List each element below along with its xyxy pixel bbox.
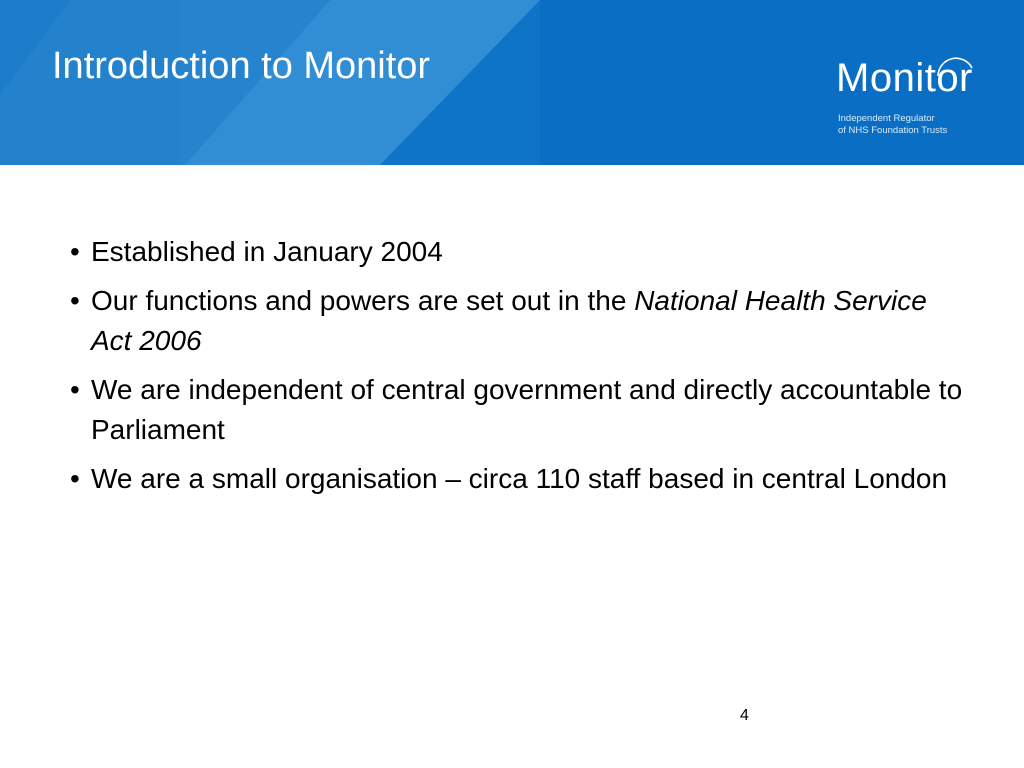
logo-brand: Monitor [836, 56, 973, 100]
logo-tagline [838, 113, 947, 137]
bullet-dot: • [70, 285, 80, 316]
bullet-list [70, 232, 970, 508]
bullet-dot: • [70, 236, 80, 267]
bullet-dot: • [70, 463, 80, 494]
bullet-text: We are independent of central government and directly accountable to Parliament [91, 374, 963, 445]
bullet-item [70, 370, 970, 450]
bullet-item [70, 232, 970, 272]
bullet-item [70, 281, 970, 361]
bullet-text: We are a small organisation – circa 110 staff based in central London [91, 463, 948, 494]
bullet-item [70, 459, 970, 499]
bullet-text: Established in January 2004 [91, 236, 443, 267]
monitor-logo [836, 38, 996, 148]
tagline-line-2: of NHS Foundation Trusts [838, 125, 948, 136]
page-number: 4 [740, 707, 749, 724]
act-title: National Health Service Act 2006 [91, 285, 927, 356]
bullet-text: Our functions and powers are set out in the [91, 285, 635, 316]
slide-header [0, 0, 1024, 165]
slide-title: Introduction to Monitor [52, 45, 431, 87]
tagline-line-1: Independent Regulator [838, 113, 935, 124]
bullet-dot: • [70, 374, 80, 405]
